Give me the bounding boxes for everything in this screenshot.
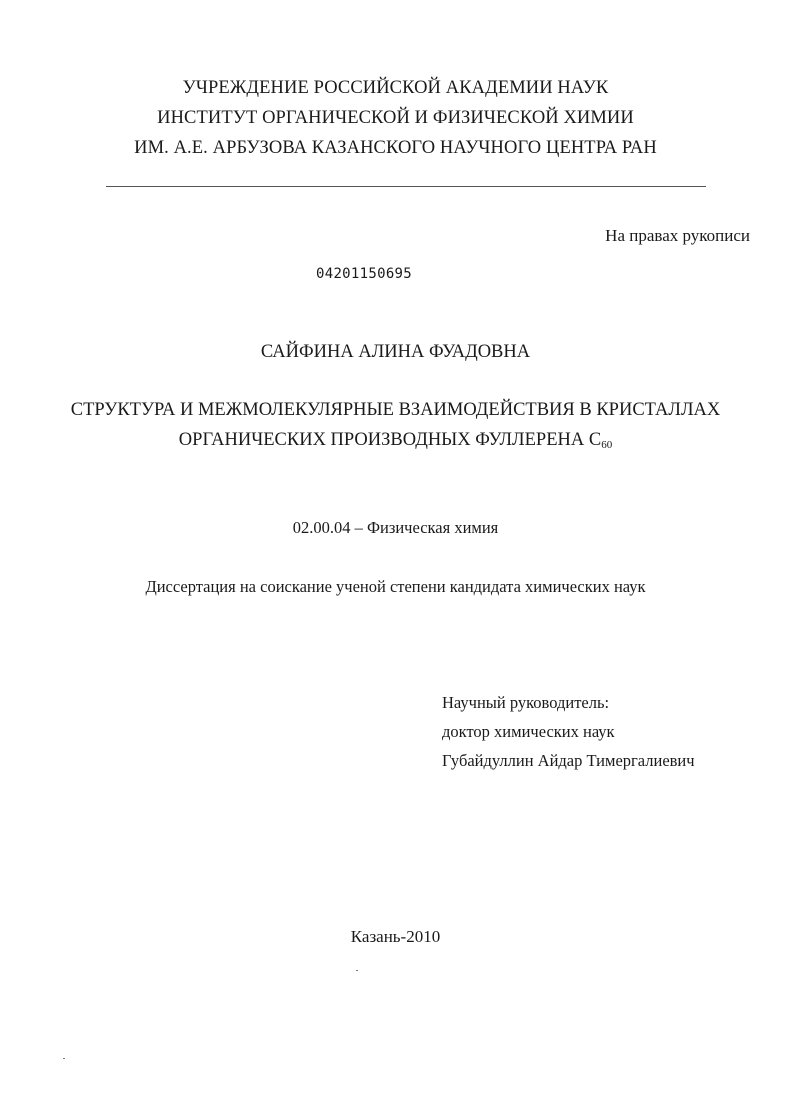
header-divider: [106, 186, 706, 187]
institution-line-1: УЧРЕЖДЕНИЕ РОССИЙСКОЙ АКАДЕМИИ НАУК: [182, 78, 609, 98]
thesis-title-subscript: 60: [601, 439, 613, 451]
manuscript-note: На правах рукописи: [605, 226, 750, 245]
specialty: 02.00.04 – Физическая химия: [292, 518, 499, 537]
author-name: САЙФИНА АЛИНА ФУАДОВНА: [260, 342, 531, 362]
thesis-title-line-2: [0, 430, 791, 451]
advisor-name: Губайдуллин Айдар Тимергалиевич: [442, 751, 695, 770]
degree-statement: Диссертация на соискание ученой степени кандидата химических наук: [145, 577, 646, 596]
advisor-label: Научный руководитель:: [442, 693, 610, 712]
thesis-title-line-2-text: ОРГАНИЧЕСКИХ ПРОИЗВОДНЫХ ФУЛЛЕРЕНА С: [178, 430, 602, 450]
registry-code: 04201150695: [316, 266, 413, 282]
thesis-title-line-1: СТРУКТУРА И МЕЖМОЛЕКУЛЯРНЫЕ ВЗАИМОДЕЙСТВИЯ В КРИСТАЛЛАХ: [70, 400, 721, 420]
scan-speck: [63, 1058, 65, 1059]
advisor-rank: доктор химических наук: [442, 722, 615, 741]
city-year: Казань-2010: [350, 927, 441, 946]
institution-line-2: ИНСТИТУТ ОРГАНИЧЕСКОЙ И ФИЗИЧЕСКОЙ ХИМИИ: [157, 108, 634, 128]
scan-speck: [356, 970, 358, 971]
institution-line-3: ИМ. А.Е. АРБУЗОВА КАЗАНСКОГО НАУЧНОГО ЦЕНТРА РАН: [134, 138, 657, 158]
